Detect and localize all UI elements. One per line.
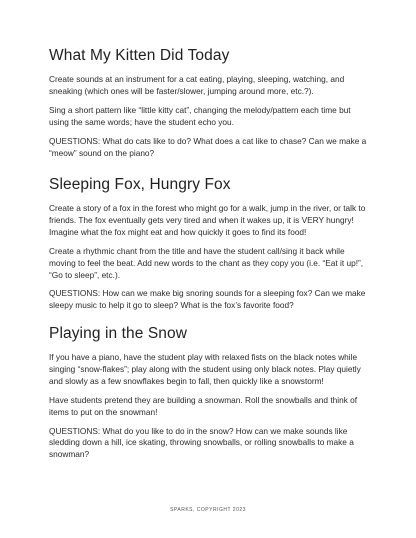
paragraph-snow-snowman: Have students pretend they are building a snowman. Roll the snowballs and think of items to put on the snowman!	[49, 394, 358, 417]
section-title-kitten: What My Kitten Did Today	[49, 47, 230, 64]
paragraph-kitten-questions: QUESTIONS: What do cats like to do? What does a cat like to chase? Can we make a “meow” sound on the piano?	[49, 135, 367, 158]
section-title-snow: Playing in the Snow	[49, 325, 188, 342]
paragraph-kitten-sounds: Create sounds at an instrument for a cat eating, playing, sleeping, watching, and sneaking (which ones will be faster/slower, jumping around more, etc.?).	[49, 74, 345, 96]
section-snow	[49, 324, 371, 461]
paragraph-snow-questions: QUESTIONS: What do you like to do in the snow? How can we make sounds like sledding down a hill, ice skating, throwing snowballs, or rolling snowballs to make a snowman?	[49, 425, 354, 460]
copyright-footer: SPARKS, COPYRIGHT 2023	[170, 507, 246, 513]
paragraph-snow-piano: If you have a piano, have the student play with relaxed fists on the black notes while singing “snow-flakes”; play along with the student using only black notes. Play quietly and slowly as a few snowflakes begin to fall, then quickly like a snowstorm!	[49, 352, 361, 386]
section-fox	[49, 175, 371, 312]
section-title-fox: Sleeping Fox, Hungry Fox	[49, 176, 231, 193]
section-kitten	[49, 46, 371, 159]
paragraph-fox-questions: QUESTIONS: How can we make big snoring sounds for a sleeping fox? Can we make sleepy music to help it go to sleep? What is the fox’s favorite food?	[49, 288, 366, 311]
paragraph-fox-chant: Create a rhythmic chant from the title and have the student call/sing it back while moving to feel the beat. Add new words to the chant as they copy you (i.e. “Eat it up!”, “Go to sleep”, etc.).	[49, 245, 364, 280]
paragraph-fox-story: Create a story of a fox in the forest who might go for a walk, jump in the river, or talk to friends. The fox eventually gets very tired and when it wakes up, it is VERY hungry! Imagine what the fox might eat and how quickly it goes to find its food!	[49, 203, 366, 237]
paragraph-kitten-sing: Sing a short pattern like “little kitty cat”, changing the melody/pattern each time but using the same words; have the student echo you.	[49, 104, 351, 127]
